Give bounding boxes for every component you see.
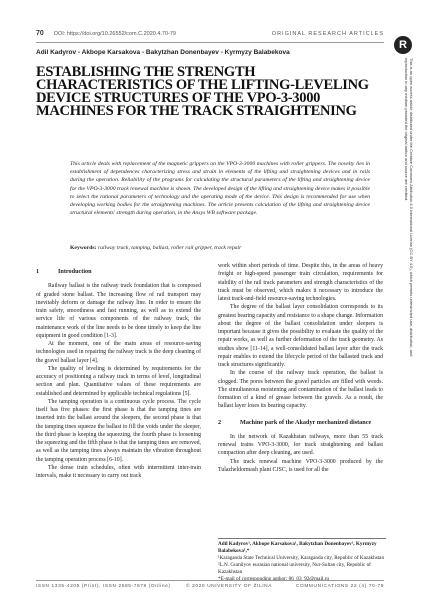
journal-logo-icon: R [394, 36, 412, 54]
affiliation-line: ²L.N. Gumilyov eurasian national university, Nur-Sultan city, Republic of Kazakhstan [218, 562, 371, 575]
paragraph: The quality of leveling is determined by requirements for the accuracy of positioning a railway track in terms of level, longitudinal section and plan. Quantitative values of these requirements are established and determined by applicable technical regulations [5]. [36, 365, 201, 397]
page-number: 70 [36, 30, 44, 37]
paragraph: The track renewal machine VPO-3-3000 produced by the Tulazheldormash plant CJSC, is used for all the [218, 458, 383, 473]
running-header [36, 30, 384, 42]
section-heading-introduction [36, 268, 201, 276]
paragraph: work within short periods of time. Despite this, in the areas of heavy freight or high-speed passenger train circulation, requirements for stability of the rail track parameters and strength characteristics of the track must be observed, which makes it necessary to introduce the latest track-and-field resource-saving technologies. [218, 263, 383, 302]
affiliation-divider [218, 538, 386, 539]
section-heading-machine-park [218, 419, 383, 427]
corresponding-email[interactable]: *E-mail of corresponding author: 06_03_92@mail.ru [218, 576, 329, 582]
paragraph: Railway ballast is the railway track foundation that is composed of graded stone ballast. The increasing flow of rail transport may inevitably deform or damage the railway line. In order to ensure the train safety, smoothness and fast running, as well as to extend the service life of various components of the railway track, the maintenance work of the line needs to be done timely to keep the line equipment in good condition [1-3]. [36, 283, 201, 339]
keywords-text: railway track, tamping, ballast, roller rail gripper, track repair [97, 245, 242, 251]
body-column-left [36, 262, 201, 480]
author-affiliations [218, 541, 386, 583]
publisher: © 2020 UNIVERSITY OF ŽILINA [186, 584, 273, 589]
author-list: Adil Kadyrov - Akbope Karsakova - Bakytzhan Donenbayev - Kyrmyzy Balabekova [36, 49, 290, 56]
keywords-label: Keywords: [70, 245, 97, 251]
issn: ISSN 1335-4205 (Print), ISSN 2585-7878 (Online) [36, 584, 171, 589]
affiliation-line: ¹Karaganda State Technical University, Karaganda city, Republic of Kazakhstan [218, 555, 385, 561]
abstract: This article deals with replacement of the magnetic grippers on the VPO-3-3000 machines with roller grippers. The novelty lies in establishment of dependences characterizing stress and strain in elements of the lifting and straightening devices and in rails during the operation. Reliability of the programs for calculating the structural parameters of the lifting and straightening device for the VPO-3-3000 track renewal machine is shown. The developed design of the lifting and straightening device makes it possible to select the rational parameters of technology and the operating mode of the device. This design is recommended for use when developing working bodies for the straightening machines. The article presents calculation of the lifting and straightening device structural elements' strength during operation, in the Ansys WB software package. [70, 161, 370, 217]
paragraph: In the network of Kazakhstan railways, more than 55 track renewal trains VPO-3-3000, for track straightening and ballast compaction after deep cleaning, are used. [218, 433, 383, 457]
section-title: Introduction [58, 268, 92, 275]
running-footer [36, 584, 384, 592]
paragraph: The dense train schedules, often with intermittent inter-train intervals, make it necessary to carry out track [36, 464, 201, 479]
section-number: 2 [218, 418, 222, 426]
keywords [70, 245, 370, 251]
section-label: ORIGINAL RESEARCH ARTICLES [271, 31, 384, 37]
paragraph: In the course of the railway track operation, the ballast is clogged. The pores between the gravel particles are filled with weeds. The simultaneous moistening and contamination of the ballast leads to formation of a kind of grease between the gravels. As a result, the ballast layer loses its bearing capacity. [218, 370, 383, 410]
affiliation-authors: Adil Kadyrov¹, Akbope Karsakova¹, Bakytzhan Donenbayev¹, Kyrmyzy Balabekova¹,* [218, 541, 377, 554]
article-title: ESTABLISHING THE STRENGTH CHARACTERISTICS OF THE LIFTING-LEVELING DEVICE STRUCTURES OF THE VPO-3-3000 MACHINES FOR THE TRACK STRAIGHTENING [36, 64, 369, 119]
journal-reference: COMMUNICATIONS 22 (4) 70-79 [295, 584, 384, 589]
paragraph: The degree of the ballast layer consolidation corresponds to its greatest bearing capacity and resistance to a shape change. Information about the degree of the ballast consolidation under sleepers is important because it gives the possibility to evaluate the quality of the repair works, as well as further deformation of the track geometry. As studies show [11-14], a well-consolidated ballast layer after the track repair enables to extend the lifecycle period of the ballasted track and track structures significantly. [218, 304, 383, 368]
header-divider [36, 42, 384, 43]
license-text: This is an open access article distributed under the Creative Commons Attribution 4.0 International License (CC BY 4.0), which permits unrestricted use, distribution, and reproduction in any medium provided the original author and source are credited. [404, 58, 414, 357]
footer-divider [36, 580, 384, 581]
section-title: Machine park of the Akadyr mechanized distance [240, 418, 372, 426]
body-column-right [218, 262, 383, 474]
paragraph: The tamping operation is a continuous cycle process. The cycle itself has five phases: the first phase is that the tamping tines are inserted into the ballast around the sleepers, the second phase is that the tamping tines squeeze the ballast to fill the voids under the sleeper, the third phase is keeping the squeezing, the fourth phase is loosening the squeezing and the fifth phase is that the tamping tines are removed, as well as the tamping tines always maintain the vibration throughout the tamping operation process [6-10]. [36, 398, 201, 463]
section-number: 1 [36, 268, 40, 275]
doi-link[interactable]: DOI: https://doi.org/10.26552/com.C.2020.4.70-79 [54, 31, 176, 37]
paragraph: At the moment, one of the main areas of resource-saving technologies used in repairing the railway track is the deep cleaning of the gravel ballast layer [4]. [36, 341, 201, 364]
license-sidebar [392, 58, 418, 358]
